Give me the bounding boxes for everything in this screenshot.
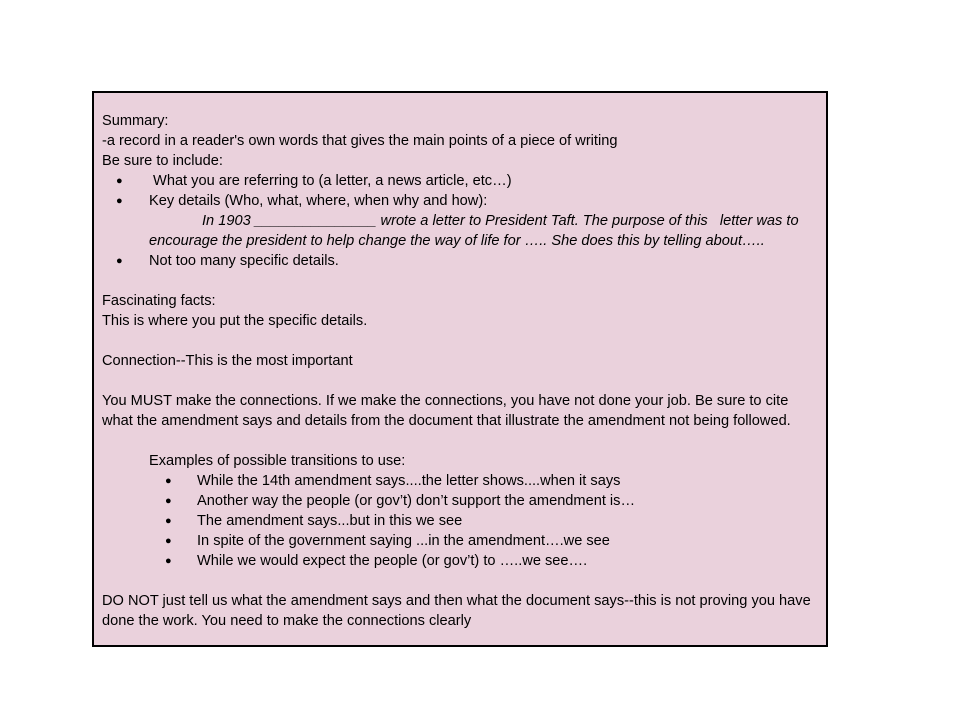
list-item-text: Not too many specific details. xyxy=(149,253,339,269)
spacer xyxy=(102,431,818,451)
list-item-text: Another way the people (or gov’t) don’t support the amendment is… xyxy=(197,493,636,509)
instructions-card xyxy=(92,91,828,647)
bullet-icon: ● xyxy=(116,195,123,207)
connection-heading: Connection--This is the most important xyxy=(102,353,353,369)
connection-paragraph-line-2: what the amendment says and details from the document that illustrate the amendment not being followed. xyxy=(102,413,791,429)
sample-sentence-line-1: In 1903 _______________ wrote a letter to President Taft. The purpose of this letter was to xyxy=(202,213,799,229)
list-item-text: What you are referring to (a letter, a news article, etc…) xyxy=(149,173,512,189)
sample-sentence-line-2: encourage the president to help change the way of life for ….. She does this by telling about….. xyxy=(149,233,765,249)
bullet-icon: ● xyxy=(165,555,172,567)
spacer xyxy=(102,271,818,291)
bullet-icon: ● xyxy=(116,255,123,267)
list-item xyxy=(102,191,818,211)
list-item xyxy=(102,251,818,271)
list-item xyxy=(102,531,818,551)
list-item-text: The amendment says...but in this we see xyxy=(197,513,463,529)
list-item-text: In spite of the government saying ...in the amendment….we see xyxy=(197,533,610,549)
summary-definition: -a record in a reader's own words that gives the main points of a piece of writing xyxy=(102,133,618,149)
spacer xyxy=(102,371,818,391)
list-item xyxy=(102,171,818,191)
list-item xyxy=(102,551,818,571)
spacer xyxy=(102,331,818,351)
closing-line-2: done the work. You need to make the connections clearly xyxy=(102,613,472,629)
bullet-icon: ● xyxy=(165,495,172,507)
include-heading: Be sure to include: xyxy=(102,153,223,169)
spacer xyxy=(102,571,818,591)
bullet-icon: ● xyxy=(116,175,123,187)
card-content xyxy=(102,111,818,631)
closing-line-1: DO NOT just tell us what the amendment says and then what the document says--this is not proving you have xyxy=(102,593,811,609)
list-item-text: While we would expect the people (or gov’t) to …..we see…. xyxy=(197,553,588,569)
summary-heading: Summary: xyxy=(102,113,169,129)
bullet-icon: ● xyxy=(165,535,172,547)
bullet-icon: ● xyxy=(165,475,172,487)
facts-heading: Fascinating facts: xyxy=(102,293,216,309)
list-item xyxy=(102,471,818,491)
facts-text: This is where you put the specific details. xyxy=(102,313,368,329)
bullet-icon: ● xyxy=(165,515,172,527)
list-item xyxy=(102,491,818,511)
examples-heading: Examples of possible transitions to use: xyxy=(149,453,406,469)
connection-paragraph-line-1: You MUST make the connections. If we make the connections, you have not done your job. Be sure to cite xyxy=(102,393,789,409)
list-item-text: While the 14th amendment says....the letter shows....when it says xyxy=(197,473,621,489)
list-item-text: Key details (Who, what, where, when why and how): xyxy=(149,193,488,209)
list-item xyxy=(102,511,818,531)
